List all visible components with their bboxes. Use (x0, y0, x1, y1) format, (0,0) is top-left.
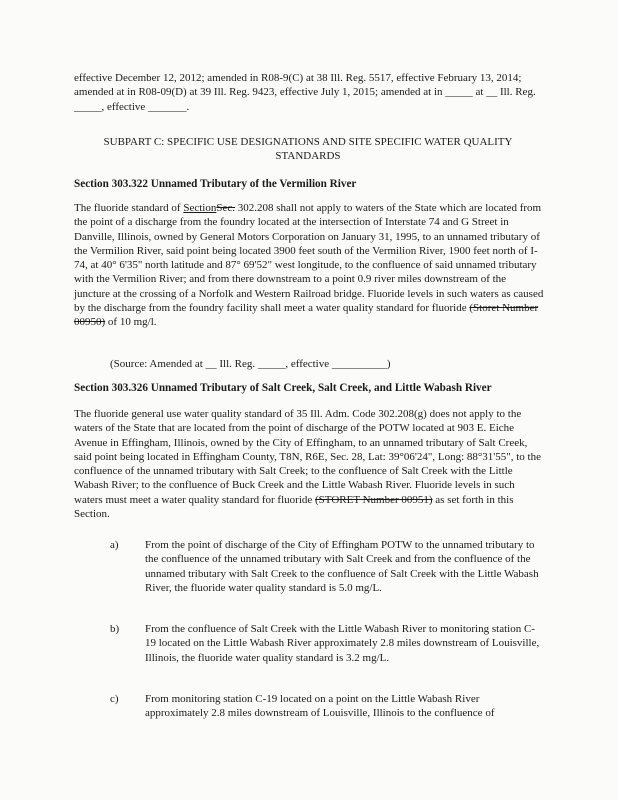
list-item-label: c) (110, 693, 119, 705)
list-item-text: From the confluence of Salt Creek with the Little Wabash River to monitoring station C-19 located on the Little Wabash River approximately 2.8 miles downstream of Louisville, Illinois, the fluoride water quality standard is 3.2 mg/L. (145, 623, 540, 664)
paragraph-tail: as set forth in this Section. (74, 493, 514, 521)
paragraph-body: 302.208 shall not apply to waters of the State which are located from the point of a discharge from the foundry located at the intersection of Interstate 74 and G Street in Danville, Illinois, owned by General Motors Corporation on January 31, 1995, to an unnamed tributary of the Vermilion River, said point being located 3900 feet south of the Vermilion River, 1900 feet north of I-74, at 40° 6'35" north latitude and 87° 69'52" west longitude, to the confluence of said unnamed tributary with the Vermilion River; and from there downstream to a point 0.9 river miles downstream of the juncture at the crossing of a Norfolk and Western Railroad bridge. Fluoride levels in such waters as caused by the discharge from the foundry facility shall meet a water quality standard for fluoride (74, 202, 544, 315)
list-item-label: a) (110, 539, 119, 551)
deleted-text: Sec. (216, 202, 235, 214)
paragraph-body: The fluoride general use water quality standard of 35 Ill. Adm. Code 302.208(g) does not apply to the waters of the State that are located from the point of discharge of the POTW located at 903 E. Eiche Avenue in Effingham, Illinois, owned by the City of Effingham, to an unnamed tributary of Salt Creek, said point being located in Effingham County, T8N, R6E, Sec. 28, Lat: 39°06'24", Long: 88°31'55", to the confluence of the unnamed tributary with Salt Creek; to the confluence of Salt Creek with the Little Wabash River; to the confluence of Buck Creek and the Little Wabash River. Fluoride levels in such waters must meet a water quality standard for fluoride (74, 408, 541, 506)
intro-amendment-history: effective December 12, 2012; amended in R08-9(C) at 38 Ill. Reg. 5517, effective February 13, 2014; amended at in R08-09(D) at 39 Ill. Reg. 9423, effective July 1, 2015; amended at in _____ at __ Ill. Reg. _____, effective _______. (74, 72, 536, 113)
subpart-title: SUBPART C: SPECIFIC USE DESIGNATIONS AND SITE SPECIFIC WATER QUALITY STANDARDS (103, 136, 513, 163)
paragraph-lead: The fluoride standard of (74, 202, 184, 214)
inserted-text: Section (183, 202, 217, 214)
section-303-322-paragraph (74, 201, 544, 330)
section-303-326-heading: Section 303.326 Unnamed Tributary of Salt Creek, Salt Creek, and Little Wabash River (74, 382, 492, 394)
list-item-text: From the point of discharge of the City of Effingham POTW to the unnamed tributary to the confluence of the unnamed tributary with Salt Creek and from the confluence of the unnamed tributary with Salt Creek to the confluence of Salt Creek with the Little Wabash River, the fluoride water quality standard is 5.0 mg/L. (145, 539, 539, 594)
deleted-storet-number: (Storet Number 00950) (74, 302, 539, 329)
section-303-322-heading: Section 303.322 Unnamed Tributary of the Vermilion River (74, 178, 357, 190)
paragraph-tail: of 10 mg/l. (105, 316, 157, 329)
section-303-326-paragraph (74, 407, 544, 521)
deleted-storet-number: (STORET Number 00951) (315, 493, 433, 506)
list-item-label: b) (110, 623, 120, 635)
source-note: (Source: Amended at __ Ill. Reg. _____, effective __________) (110, 358, 391, 370)
list-item-text: From monitoring station C-19 located on a point on the Little Wabash River approximately 2.8 miles downstream of Louisville, Illinois to the confluence of (145, 693, 495, 720)
